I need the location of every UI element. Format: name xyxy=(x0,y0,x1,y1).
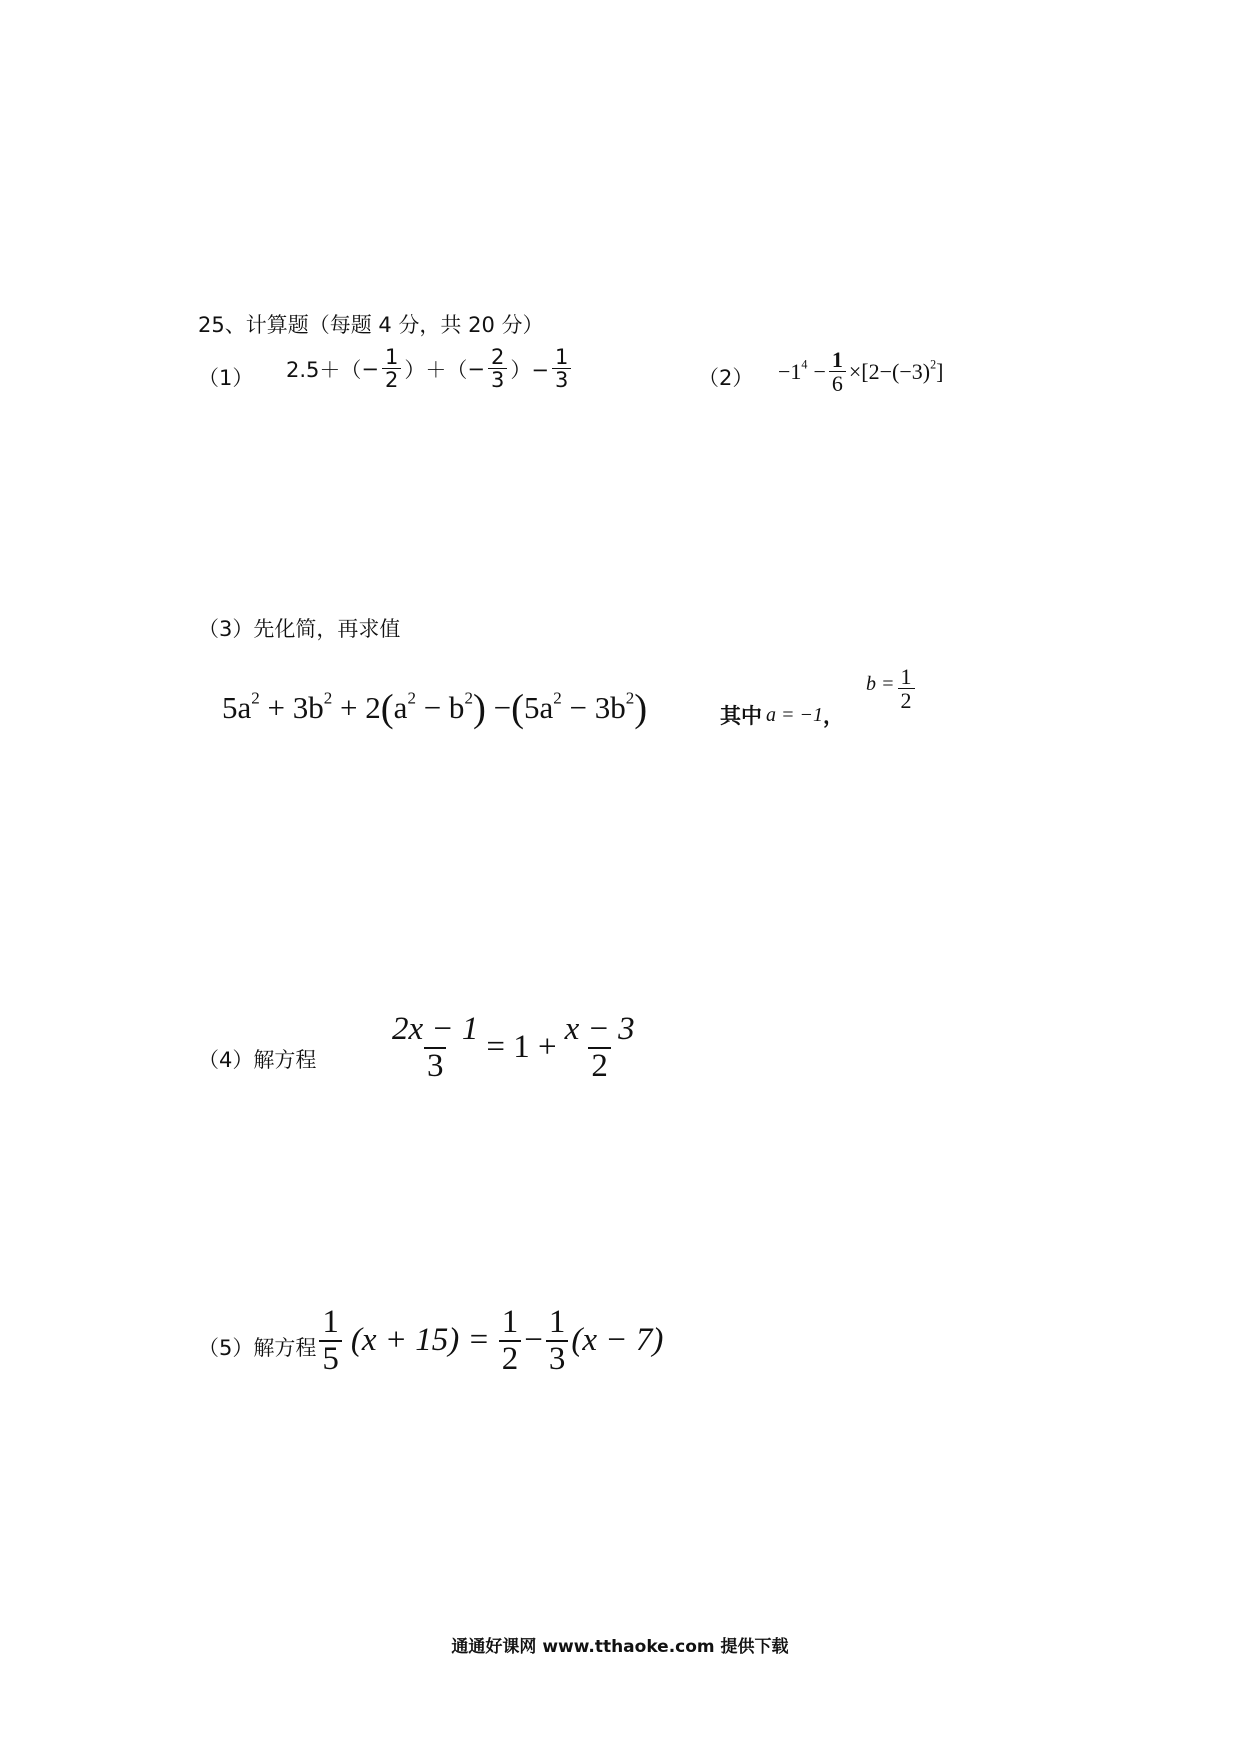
q1-mid: ）＋（ xyxy=(404,357,468,382)
q3-b-fraction xyxy=(898,665,915,712)
q3-term-3: + 2 xyxy=(340,690,381,725)
q1-tail: ）− xyxy=(510,357,549,382)
q1-expression xyxy=(286,346,574,391)
q3-b-label: b = xyxy=(866,673,895,695)
q5-f3-den: 3 xyxy=(546,1340,569,1377)
q5-label: （5）解方程 xyxy=(198,1335,317,1360)
q5-f2-num: 1 xyxy=(501,1304,519,1340)
q1-f2-den: 3 xyxy=(488,368,507,391)
q2-fraction xyxy=(829,348,846,395)
q2-expression xyxy=(778,348,943,395)
q5-part-2: (x − 7) xyxy=(571,1322,664,1359)
q3-b-den: 2 xyxy=(898,688,915,712)
q1-label: （1） xyxy=(198,366,254,390)
q1-f1-den: 2 xyxy=(382,368,401,391)
q2-label: （2） xyxy=(698,366,754,390)
q4-right-fraction xyxy=(562,1012,638,1083)
q5-fraction-2 xyxy=(499,1305,522,1376)
q5-row xyxy=(198,1305,663,1376)
q3-b-num: 1 xyxy=(900,664,912,689)
q2-f-num: 1 xyxy=(831,347,843,372)
q3-group-1: $a^2 - b^2$ xyxy=(393,688,473,725)
q4-l-den: 3 xyxy=(424,1047,447,1084)
section-title: 25、计算题（每题 4 分，共 20 分） xyxy=(198,313,544,337)
q5-fraction-3 xyxy=(546,1305,569,1376)
q5-f2-den: 2 xyxy=(499,1340,522,1377)
q5-f1-num: 1 xyxy=(322,1304,339,1340)
q3-expression: $5a^2 + 3b^2 + 2(a^2 - b^2) -(5a^2 - 3b^2)$ xyxy=(222,687,648,731)
q2-bracket: $\times[2-(-3)^2]$ xyxy=(848,357,944,384)
q3-term-2: + $3b^2$ xyxy=(267,688,333,725)
q1-fraction-1 xyxy=(382,346,401,391)
q2-minus: − xyxy=(813,358,826,384)
q3-where-label: 其中 xyxy=(720,704,762,728)
q1-whole: 2.5＋（ xyxy=(286,357,362,382)
q1-f2-num: 2 xyxy=(491,345,505,369)
q3-a-value: a = −1 xyxy=(766,703,823,726)
q2-lead: $-1^4$ xyxy=(778,357,808,384)
q3-condition xyxy=(720,700,844,730)
q4-mid: = 1 + xyxy=(486,1029,557,1066)
q4-left-fraction xyxy=(389,1012,481,1083)
q4-l-num: 2x − 1 xyxy=(392,1011,479,1047)
q1-f3-num: 1 xyxy=(554,345,569,369)
q1-f1-num: 1 xyxy=(385,345,399,369)
q1-f1-sign: − xyxy=(361,356,380,381)
q1-fraction-2 xyxy=(488,346,507,391)
q2-f-den: 6 xyxy=(829,371,846,395)
q5-minus: − xyxy=(524,1322,543,1359)
q5-f1-den: 5 xyxy=(319,1340,342,1377)
q3-term-1: $5a^2$ xyxy=(222,688,260,725)
footer-text: 通通好课网 www.tthaoke.com 提供下载 xyxy=(451,1637,789,1657)
q3-minus: − xyxy=(493,690,512,725)
q4-r-num: x − 3 xyxy=(564,1011,635,1047)
q1-f3-den: 3 xyxy=(552,368,571,391)
q1-f2-sign: − xyxy=(467,356,485,381)
q3-group-2: $5a^2 - 3b^2$ xyxy=(524,688,635,725)
q5-equation xyxy=(316,1305,663,1376)
q4-r-den: 2 xyxy=(588,1047,611,1084)
q3-b-value xyxy=(866,665,918,712)
q5-f3-num: 1 xyxy=(548,1304,566,1340)
q3-label: （3）先化简，再求值 xyxy=(198,617,401,641)
q3-comma: ， xyxy=(823,704,844,728)
q5-part-1: (x + 15) = xyxy=(350,1322,490,1359)
q4-label: （4）解方程 xyxy=(198,1048,317,1072)
q5-fraction-1 xyxy=(319,1305,342,1376)
q4-equation xyxy=(386,1012,641,1083)
q1-fraction-3 xyxy=(552,346,571,391)
